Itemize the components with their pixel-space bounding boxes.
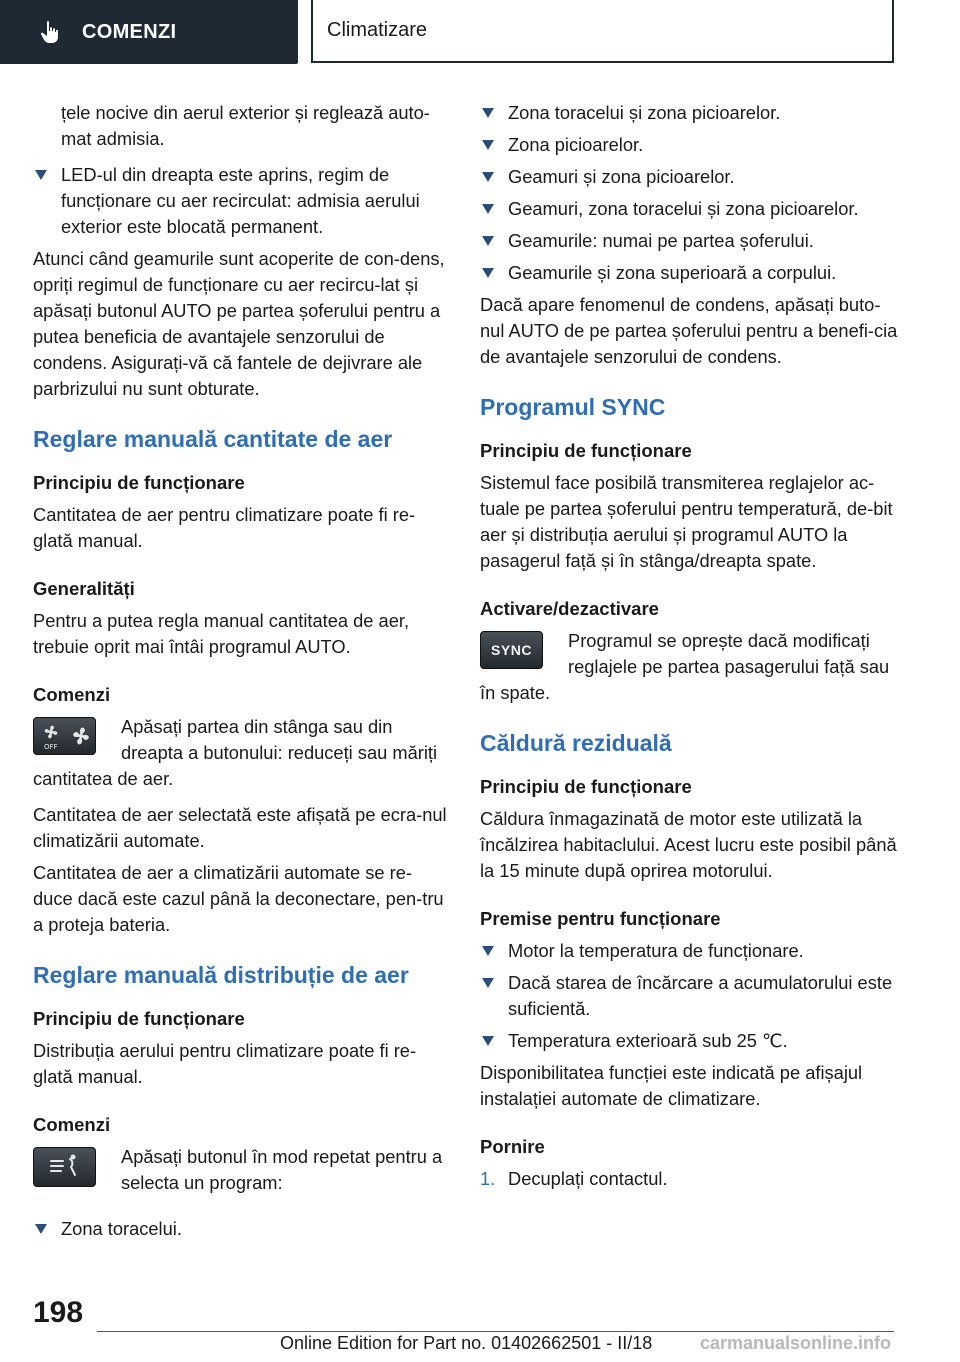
list-item-led: [33, 162, 451, 240]
control-sync-text-cont: în spate.: [480, 682, 551, 703]
paragraph-principle-2: Distribuția aerului pentru climatizare poate fi re-glată manual.: [33, 1040, 417, 1087]
subheading-start: Pornire: [480, 1136, 545, 1157]
subheading-controls-2: Comenzi: [33, 1114, 111, 1135]
heading-air-distribution: Reglare manuală distribuție de aer: [33, 962, 409, 988]
step-number: 1.: [480, 1168, 496, 1189]
chapter-tab[interactable]: [311, 0, 894, 63]
fan-icon: [35, 719, 95, 753]
section-tab[interactable]: [0, 0, 298, 64]
subheading-principle-3: Principiu de funcționare: [480, 440, 692, 461]
list-item-dist-2: [480, 164, 900, 190]
paragraph-intro: [33, 100, 451, 152]
list-item-dist-5: [480, 260, 900, 286]
heading-air-quantity: Reglare manuală cantitate de aer: [33, 426, 393, 452]
section-label: COMENZI: [82, 20, 177, 43]
sync-label: SYNC: [491, 642, 532, 658]
control-sync: [480, 628, 900, 680]
subheading-general: Generalități: [33, 578, 135, 599]
control-distribution-text: Apăsați butonul în mod repetat pentru a selecta un program:: [121, 1146, 443, 1193]
right-column: [480, 100, 900, 1192]
list-item-dist-1: [480, 132, 900, 158]
control-fan-text-cont: cantitatea de aer.: [33, 768, 174, 789]
triangle-bullet-icon: [482, 268, 494, 278]
subheading-principle-2: Principiu de funcționare: [33, 1008, 245, 1029]
triangle-bullet-icon: [482, 236, 494, 246]
list-item-prereq-1: [480, 970, 900, 1022]
heading-sync: Programul SYNC: [480, 394, 666, 420]
fan-button-image: [33, 717, 96, 755]
triangle-bullet-icon: [482, 1036, 494, 1046]
list-item-dist-0: [480, 100, 900, 126]
list-item-text: Dacă starea de încărcare a acumulatorului este suficientă.: [508, 972, 893, 1019]
list-item-text: Temperatura exterioară sub 25 ℃.: [508, 1030, 788, 1051]
list-item-text: Zona toracelui.: [61, 1218, 182, 1239]
triangle-bullet-icon: [35, 170, 47, 180]
list-item-text: Geamurile și zona superioară a corpului.: [508, 262, 837, 283]
subheading-activation: Activare/dezactivare: [480, 598, 659, 619]
list-item-text: Motor la temperatura de funcționare.: [508, 940, 804, 961]
control-fan-text: Apăsați partea din stânga sau din dreapta a butonului: reduceți sau măriți: [121, 716, 438, 763]
list-item-text: Zona toracelui și zona picioarelor.: [508, 102, 781, 123]
paragraph-condens: Atunci când geamurile sunt acoperite de con-dens, opriți regimul de funcționare cu aer recircu-lat și apăsați butonul AUTO pe partea șoferului pentru a putea beneficia de avantajele senzorului de condens. Asigurați-vă că fantele de dejivrare ale parbrizului nu sunt obturate.: [33, 248, 445, 399]
list-item-text: Geamurile: numai pe partea șoferului.: [508, 230, 814, 251]
paragraph-sync: Sistemul face posibilă transmiterea reglajelor ac-tuale pe partea șoferului pentru temperatură, de-bit aer și distribuția aerului și programul AUTO la pasagerul față și în stânga/dreapta spate.: [480, 472, 893, 571]
list-item-text: LED-ul din dreapta este aprins, regim de funcționare cu aer recirculat: admisia aerului exterior este blocată permanent.: [61, 164, 420, 237]
edition-text: Online Edition for Part no. 01402662501 - II/18: [280, 1333, 653, 1353]
subheading-prerequisites: Premise pentru funcționare: [480, 908, 721, 929]
hand-pointer-icon: [40, 20, 62, 44]
paragraph-principle-1: Cantitatea de aer pentru climatizare poate fi re-glată manual.: [33, 504, 416, 551]
sync-button-image: [480, 631, 543, 669]
triangle-bullet-icon: [482, 140, 494, 150]
distribution-button-image: [33, 1147, 96, 1187]
paragraph-general: Pentru a putea regla manual cantitatea de aer, trebuie oprit mai întâi programul AUTO.: [33, 610, 410, 657]
triangle-bullet-icon: [482, 946, 494, 956]
control-distribution: [33, 1144, 451, 1206]
left-column: [33, 100, 451, 1242]
triangle-bullet-icon: [482, 978, 494, 988]
off-label: OFF: [43, 743, 58, 751]
paragraph-qty-battery: Cantitatea de aer a climatizării automate se re-duce dacă este cazul până la deconectare, pen-tru a proteja bateria.: [33, 862, 444, 935]
list-item-chest: [33, 1216, 451, 1242]
triangle-bullet-icon: [482, 204, 494, 214]
intro-text: țele nocive din aerul exterior și reglează auto- mat admisia.: [61, 102, 430, 149]
control-sync-text: Programul se oprește dacă modificați reglajele pe partea pasagerului față sau: [568, 630, 890, 677]
paragraph-availability: Disponibilitatea funcției este indicată pe afișajul instalației automate de climatizare.: [480, 1062, 863, 1109]
control-fan: [33, 714, 451, 766]
subheading-principle-1: Principiu de funcționare: [33, 472, 245, 493]
subheading-controls-1: Comenzi: [33, 684, 111, 705]
list-item-prereq-2: [480, 1028, 900, 1054]
triangle-bullet-icon: [482, 172, 494, 182]
paragraph-residual: Căldura înmagazinată de motor este utilizată la încălzirea habitaclului. Acest lucru este posibil până la 15 minute după oprirea motorului.: [480, 808, 897, 881]
list-item-prereq-0: [480, 938, 900, 964]
step-text: Decuplați contactul.: [508, 1168, 668, 1189]
page-number: 198: [33, 1296, 84, 1329]
footer-divider: [97, 1331, 894, 1332]
chapter-label: Climatizare: [327, 19, 428, 41]
list-item-text: Geamuri și zona picioarelor.: [508, 166, 735, 187]
triangle-bullet-icon: [35, 1224, 47, 1234]
list-item-dist-3: [480, 196, 900, 222]
air-distribution-icon: [37, 1151, 93, 1183]
step-item-1: [480, 1166, 900, 1192]
subheading-principle-4: Principiu de funcționare: [480, 776, 692, 797]
list-item-text: Zona picioarelor.: [508, 134, 644, 155]
list-item-text: Geamuri, zona toracelui și zona picioarelor.: [508, 198, 859, 219]
watermark: carmanualsonline.info: [700, 1333, 892, 1353]
paragraph-condens-right: Dacă apare fenomenul de condens, apăsați buto-nul AUTO de pe partea șoferului pentru a benefi-cia de avantajele senzorului de condens.: [480, 294, 898, 367]
triangle-bullet-icon: [482, 108, 494, 118]
paragraph-qty-display: Cantitatea de aer selectată este afișată pe ecra-nul climatizării automate.: [33, 804, 447, 851]
list-item-dist-4: [480, 228, 900, 254]
heading-residual-heat: Căldură reziduală: [480, 730, 672, 756]
